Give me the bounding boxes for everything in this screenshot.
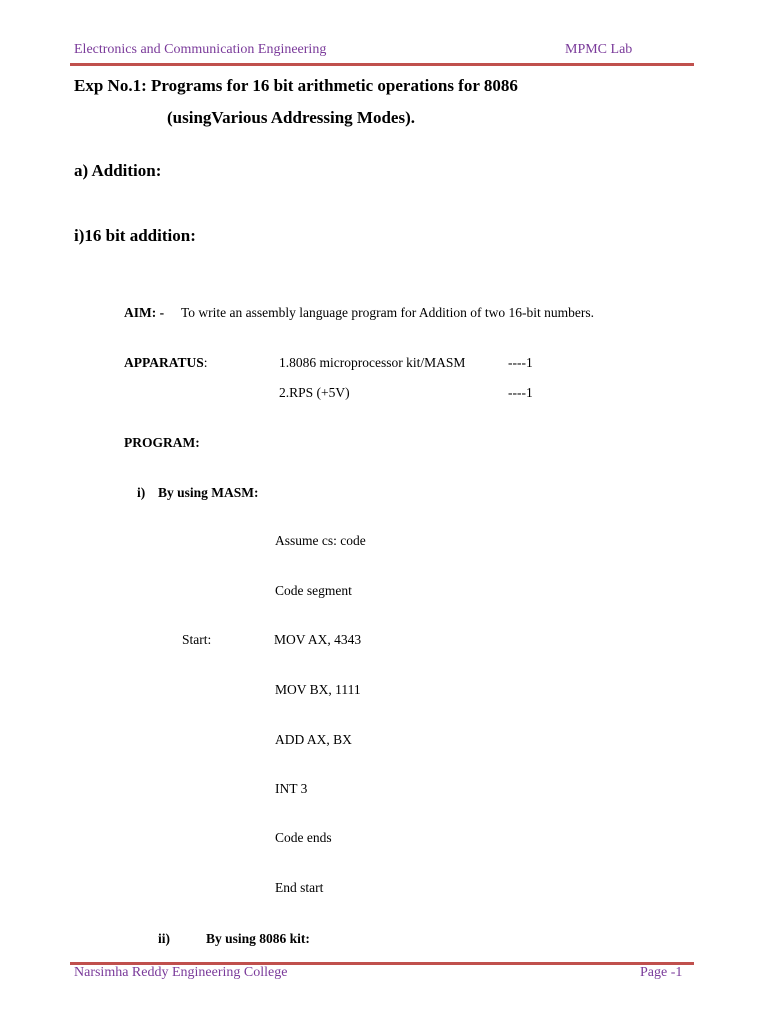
code-line: MOV AX, 4343 [274,632,362,647]
apparatus-heading [124,355,208,371]
footer-left: Narsimha Reddy Engineering College [74,965,288,980]
code-label: Start: [182,632,212,647]
aim-label: AIM: - [124,305,165,320]
apparatus-item-name: 1.8086 microprocessor kit/MASM [279,355,466,370]
program-label: PROGRAM: [124,435,200,450]
apparatus-item-qty: ----1 [508,355,533,370]
code-line: Code ends [275,830,332,845]
code-line: Assume cs: code [275,533,366,548]
page-title-line1: Exp No.1: Programs for 16 bit arithmetic operations for 8086 [74,76,518,95]
code-line: Code segment [275,583,352,598]
code-line: ADD AX, BX [275,732,352,747]
apparatus-item-qty: ----1 [508,385,533,400]
kit-number: ii) [158,931,170,946]
kit-heading: By using 8086 kit: [206,931,310,946]
page-title-line2: (usingVarious Addressing Modes). [167,108,415,127]
aim-text: To write an assembly language program for Addition of two 16-bit numbers. [181,305,594,320]
apparatus-item-name: 2.RPS (+5V) [279,385,350,400]
header-right: MPMC Lab [565,42,633,57]
masm-heading: By using MASM: [158,485,259,500]
code-line: End start [275,880,324,895]
code-line: INT 3 [275,781,308,796]
apparatus-label: APPARATUS [124,355,204,370]
section-heading-addition: a) Addition: [74,161,162,180]
apparatus-colon: : [203,355,208,370]
section-heading-16bit: i)16 bit addition: [74,226,196,245]
page-number: Page -1 [640,965,683,980]
code-line: MOV BX, 1111 [275,682,361,697]
masm-number: i) [137,485,146,500]
header-left: Electronics and Communication Engineering [74,42,327,57]
header-rule [70,63,694,66]
